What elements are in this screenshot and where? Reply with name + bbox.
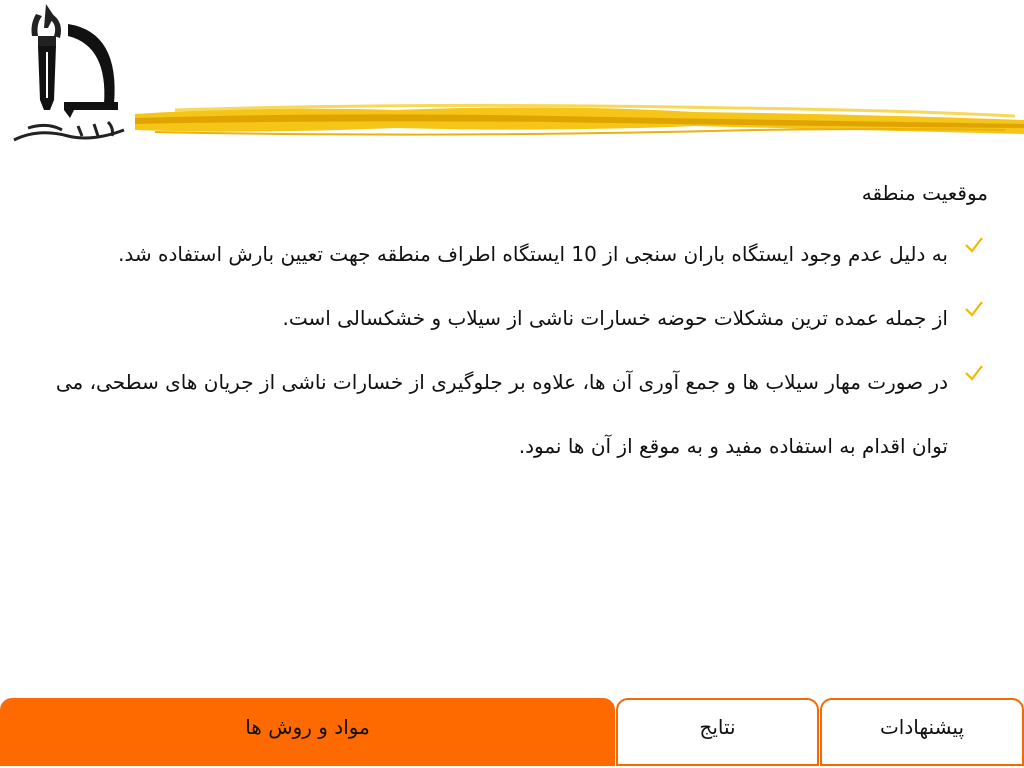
- slide-content: [40, 170, 990, 478]
- brush-stroke-decoration: [135, 100, 1024, 145]
- tab-label: نتایج: [699, 715, 736, 739]
- bullet-text: از جمله عمده ترین مشکلات حوضه خسارات ناشی از سیلاب و خشکسالی است.: [282, 306, 948, 330]
- bottom-tabs: [0, 698, 1024, 768]
- bullet-list: [40, 222, 990, 478]
- bullet-item: [40, 286, 990, 350]
- bullet-text: به دلیل عدم وجود ایستگاه باران سنجی از 10 ایستگاه اطراف منطقه جهت تعیین بارش استفاده شد.: [118, 242, 948, 266]
- checkmark-icon: [962, 350, 984, 414]
- checkmark-icon: [962, 222, 984, 286]
- tab-methods[interactable]: [0, 698, 615, 766]
- bullet-item: [40, 222, 990, 286]
- bullet-item: [40, 350, 990, 478]
- tab-label: پیشنهادات: [879, 715, 965, 739]
- university-logo: [8, 2, 130, 150]
- slide-title: موقعیت منطقه: [861, 181, 988, 205]
- tab-results[interactable]: [616, 698, 819, 766]
- checkmark-icon: [962, 286, 984, 350]
- tab-label: مواد و روش ها: [245, 715, 370, 739]
- bullet-text: در صورت مهار سیلاب ها و جمع آوری آن ها، علاوه بر جلوگیری از خسارات ناشی از جریان های سطحی، می توان اقدام به استفاده مفید و به موقع از آن ها نمود.: [55, 370, 948, 458]
- tab-suggestions[interactable]: [820, 698, 1024, 766]
